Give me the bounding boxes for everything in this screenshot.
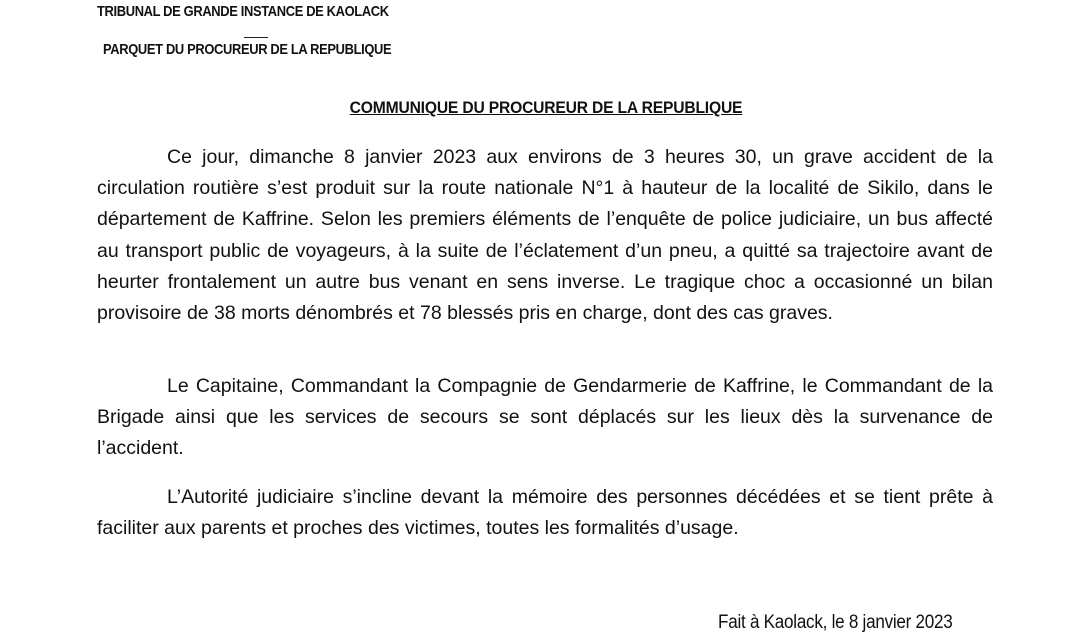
paragraph-authorities-response: Le Capitaine, Commandant la Compagnie de Gendarmerie de Kaffrine, le Commandant de la Brigade ainsi que les services de secours se sont déplacés sur les lieux dès la survenance de l’accident. [97,375,993,460]
paragraph-condolences: L’Autorité judiciaire s’incline devant la mémoire des personnes décédées et se tient prête à faciliter aux parents et proches des victimes, toutes les formalités d’usage. [97,486,993,540]
document-title: COMMUNIQUE DU PROCUREUR DE LA REPUBLIQUE [349,98,743,117]
parquet-name: PARQUET DU PROCUREUR DE LA REPUBLIQUE [103,41,392,58]
court-name: TRIBUNAL DE GRANDE INSTANCE DE KAOLACK [97,3,389,20]
header-separator [244,37,268,38]
place-date-line: Fait à Kaolack, le 8 janvier 2023 [717,612,952,633]
paragraph-accident-report: Ce jour, dimanche 8 janvier 2023 aux environs de 3 heures 30, un grave accident de la circulation routière s’est produit sur la route nationale N°1 à hauteur de la localité de Sikilo, dans le département de Kaffrine. Selon les premiers éléments de l’enquête de police judiciaire, un bus affecté au transport public de voyageurs, à la suite de l’éclatement d’un pneu, a quitté sa trajectoire avant de heurter frontalement un autre bus venant en sens inverse. Le tragique choc a occasionné un bilan provisoire de 38 morts dénombrés et 78 blessés pris en charge, dont des cas graves. [97,146,993,325]
